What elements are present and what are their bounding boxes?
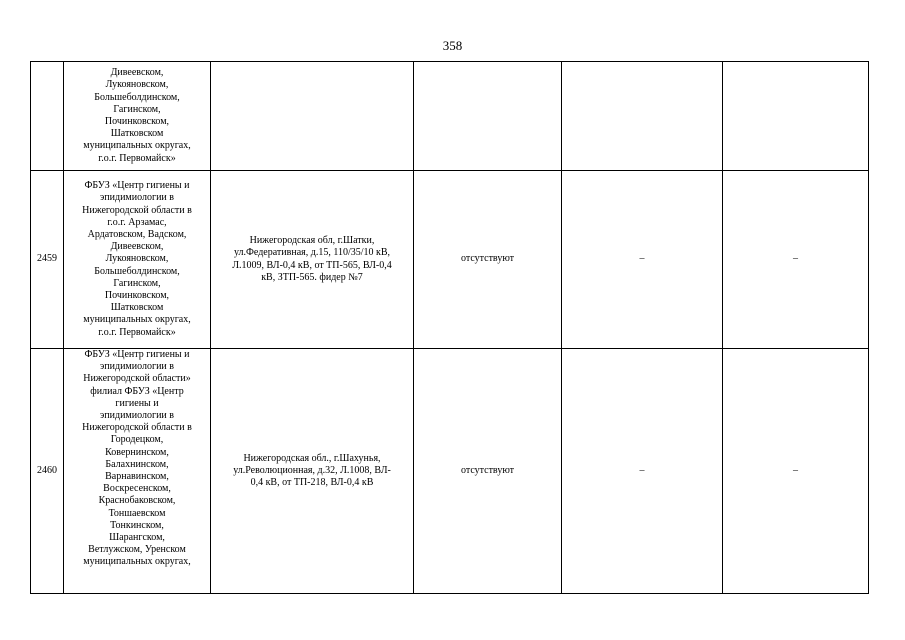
page-number: 358	[442, 38, 463, 53]
cell-number: 2460	[31, 349, 64, 594]
cell-address	[211, 62, 414, 171]
cell-column-6: –	[723, 349, 869, 594]
cell-address: Нижегородская обл., г.Шахунья, ул.Революционная, д.32, Л.1008, ВЛ- 0,4 кВ, от ТП-218, ВЛ-0,4 кВ	[211, 349, 414, 594]
cell-column-5	[562, 62, 723, 171]
cell-organization: ФБУЗ «Центр гигиены и эпидимиологии в Нижегородской области в г.о.г. Арзамас, Ардатовском, Вадском, Дивеевском, Лукояновском, Большеболдинском, Гагинском, Починковском, Шатковском муниципальных округах, г.о.г. Первомайск»	[64, 171, 211, 349]
table-row	[31, 349, 869, 594]
cell-organization: ФБУЗ «Центр гигиены и эпидимиологии в Нижегородской области» филиал ФБУЗ «Центр гигиены и эпидимиологии в Нижегородской области в Городецком, Ковернинском, Балахнинском, Варнавинском, Воскресенском, Краснобаковском, Тоншаевском Тонкинском, Шарангском, Ветлужском, Уренском муниципальных округах,	[64, 349, 211, 594]
cell-column-5: –	[562, 349, 723, 594]
table-row	[31, 62, 869, 171]
cell-column-6: –	[723, 171, 869, 349]
cell-column-6	[723, 62, 869, 171]
cell-status: отсутствуют	[414, 171, 562, 349]
cell-organization: Дивеевском, Лукояновском, Большеболдинском, Гагинском, Починковском, Шатковском муниципальных округах, г.о.г. Первомайск»	[64, 62, 211, 171]
cell-address: Нижегородская обл, г.Шатки, ул.Федеративная, д.15, 110/35/10 кВ, Л.1009, ВЛ-0,4 кВ, от ТП-565, ВЛ-0,4 кВ, ЗТП-565. фидер №7	[211, 171, 414, 349]
registry-table	[30, 61, 869, 594]
table-row	[31, 171, 869, 349]
cell-number	[31, 62, 64, 171]
cell-status: отсутствуют	[414, 349, 562, 594]
cell-status	[414, 62, 562, 171]
cell-column-5: –	[562, 171, 723, 349]
cell-number: 2459	[31, 171, 64, 349]
